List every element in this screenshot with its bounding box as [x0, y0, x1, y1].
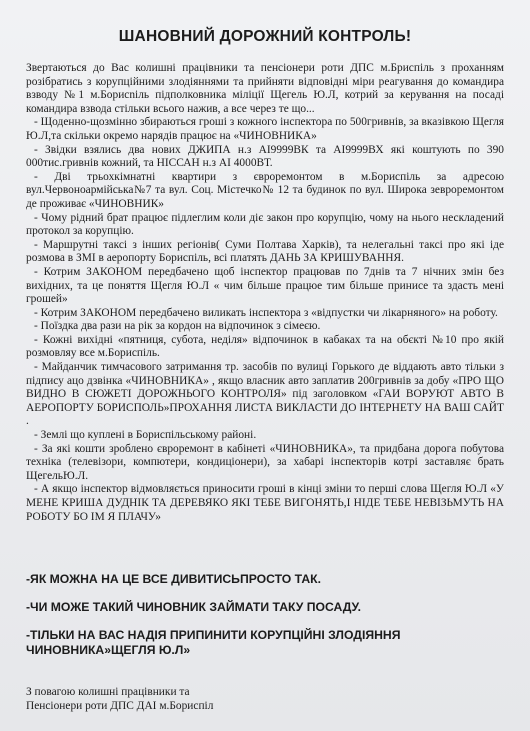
intro-paragraph: Звертаються до Вас колишні працівники та пенсіонери роти ДПС м.Бриспіль з проханням розібратись з корупційними злодіяннями та прийняти відповідні міри реагування до командира взводу №1 м.Борисniль підполковника міліції Щегель Ю.Л, котрий за керування на посаді командира взвода стільки всього нажив, а все через те що...	[26, 62, 504, 115]
list-item: - Кожні вихідні «пятниця, субота, неділя» відпочинок в кабаках та на обєкті №10 про якій розмовляу все м.Бориспіль.	[26, 333, 504, 360]
list-item: - Дві трьохкімнатні квартири з євроремонтом в м.Бориспіль за адресою вул.Червоноармійська№7 та вул. Соц. Містечко№ 12 та будинок по вул. Широка зевроремонтом де проживає «ЧИНОВНИК»	[26, 170, 504, 210]
signature-block	[26, 686, 426, 713]
list-item: - Звідки взялись два нових ДЖИПА н.з АІ9999ВК та АІ9999ВХ які коштують по 390 000тис.гривнів кожний, та НІССАН н.з АІ 4000ВТ.	[26, 143, 504, 170]
list-item: - Маршрутні таксі з інших регіонів( Суми Полтава Харків), та нелегальні таксі про які іде розмова в ЗМІ в аеропорту Бориспіль, всі платять ДАНЬ ЗА КРИШУВАННЯ.	[26, 238, 504, 265]
signature-line: З повагою колишні працівники та	[26, 686, 190, 698]
letter-title: ШАНОВНИЙ ДОРОЖНИЙ КОНТРОЛЬ!	[118, 28, 412, 45]
list-item: - Чому рідний брат працює підлеглим коли діє закон про корупцію, чому на нього нескладений протокол за корупцію.	[26, 211, 504, 238]
letter-body	[26, 62, 504, 524]
list-item: - Щоденно-щозмінно збираються гроші з кожного інспектора по 500гривнів, за вказівкою Щегля Ю.Л,та скільки окремо нарядів працює на «ЧИНОВНИКА»	[26, 116, 504, 142]
slogan-line: -ЯК МОЖНА НА ЦЕ ВСЕ ДИВИТИСЬПРОСТО ТАК.	[26, 572, 321, 586]
list-item: - А якщо інспектор відмовляється приносити гроші в кінці зміни то перші слова Щегля Ю.Л «У МЕНЕ КРИША ДУДНІК ТА ДЕРЕВЯКО ЯКІ ТЕБЕ ВИГОНЯТЬ,І НІДЕ ТЕБЕ НЕВІЗЬМУТЬ НА РОБОТУ БО ІМ Я ПЛАЧУ»	[26, 483, 504, 523]
list-item: - Майданчик тимчасового затримання тр. засобів по вулиці Горького де віддають авто тільки з підпису ацо дзвінка «ЧИНОВНИКА» , якщо власник авто заплатив 200гривнів за добу «ПРО ЩО ВИДНО В СЮЖЕТІ ДОРОЖНЬОГО КОНТРОЛЯ» під заголовком «ГАИ ВОРУЮТ АВТО В АЕРОПОРТУ БОРИСПОЛЬ»ПРОХАННЯ ЛИСТА ВИКЛАСТИ ДО ІНТЕРНЕТУ НА ВАШ САЙТ .	[26, 361, 504, 428]
slogan-line: -ЧИ МОЖЕ ТАКИЙ ЧИНОВНИК ЗАЙМАТИ ТАКУ ПОСАДУ.	[26, 600, 361, 614]
slogans-block	[26, 572, 506, 671]
signature-line: Пенсіонери роти ДПС ДАІ м.Бориспіл	[26, 699, 214, 712]
list-item: - Землі що куплені в Бориспільському районі.	[34, 429, 257, 442]
list-item: - За які кошти зроблено євроремонт в кабінеті «ЧИНОВНИКА», та придбана дорога побутова техніка (телевізори, компютери, кондиціонери), за хабарі інспекторів котрі заставляє брать ЩегельЮ.Л.	[26, 442, 504, 482]
list-item: - Котрим ЗАКОНОМ передбачено виликать інспектора з «відпустки чи лікарняного» на роботу.	[34, 306, 498, 319]
list-item: - Котрим ЗАКОНОМ передбачено щоб інспектор працював по 7днів та 7 нічних змін без вихідних, та це поняття Щегля Ю.Л « чим більше працюе тим більше принисе та здасть мені грошей»	[26, 265, 504, 306]
list-item: - Поїздка два рази на рік за кордон на відпочинок з сімеєю.	[34, 320, 321, 333]
slogan-line: -ТІЛЬКИ НА ВАС НАДІЯ ПРИПИНИТИ КОРУПЦІЙНІ ЗЛОДІЯННЯ ЧИНОВНИКА»ЩЕГЛЯ Ю.Л»	[26, 628, 401, 657]
